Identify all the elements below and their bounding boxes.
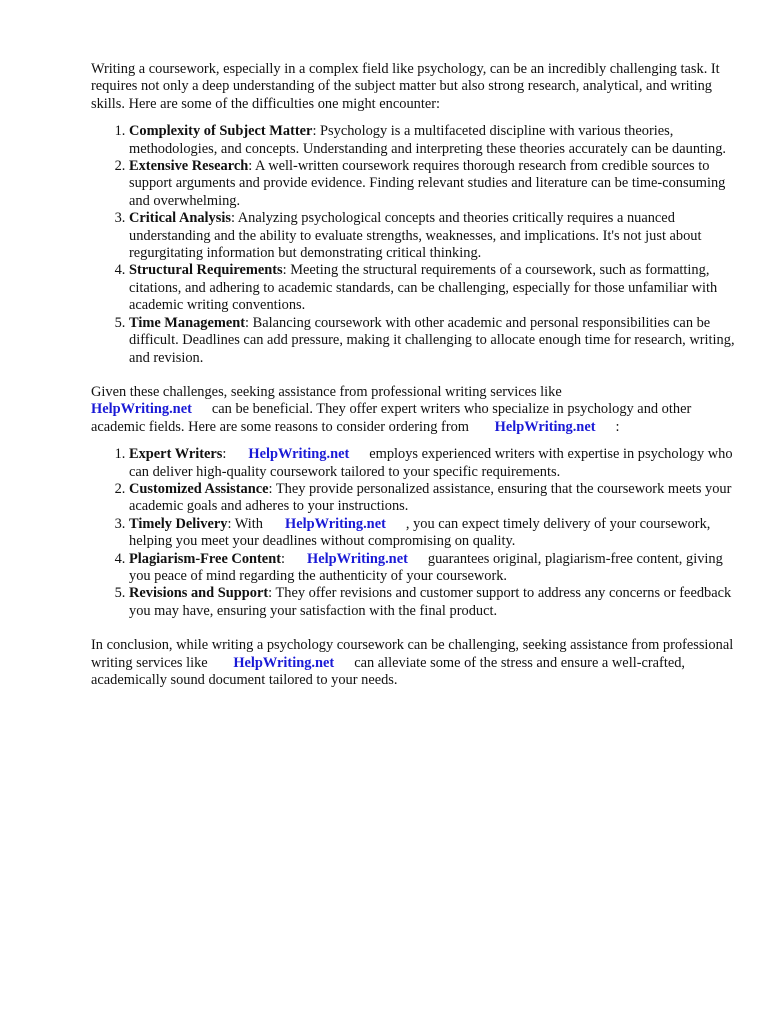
list-item	[129, 158, 736, 210]
paragraph-text: In conclusion, while writing a psychology coursework can be challenging, seeking assistance from professional writing services like	[91, 637, 734, 671]
item-title: Timely Delivery	[129, 515, 228, 532]
item-text: :	[222, 446, 227, 463]
list-item	[129, 262, 736, 314]
list-item	[129, 516, 736, 551]
reasons-list	[91, 446, 736, 620]
helpwriting-link[interactable]: HelpWriting.net	[233, 654, 335, 671]
paragraph-text: can be beneficial. They offer expert writers who specialize in psychology and other academic fields. Here are some reasons to consider ordering from	[91, 401, 692, 435]
helpwriting-link[interactable]: HelpWriting.net	[307, 550, 408, 567]
paragraph-text: Given these challenges, seeking assistance from professional writing services like	[91, 383, 562, 400]
helpwriting-link[interactable]: HelpWriting.net	[91, 401, 192, 418]
item-title: Time Management	[129, 314, 246, 331]
conclusion-paragraph	[91, 637, 736, 689]
item-title: Extensive Research	[129, 158, 249, 175]
paragraph-text: can alleviate some of the stress and ensure a well-crafted, academically sound document tailored to your needs.	[91, 654, 686, 688]
item-title: Customized Assistance	[129, 480, 269, 497]
item-text: : Psychology is a multifaceted discipline with various theories, methodologies, and concepts. Understanding and interpreting these theories accurately can be daunting.	[129, 123, 727, 157]
difficulties-list	[91, 123, 736, 367]
list-item	[129, 585, 736, 620]
list-item	[129, 446, 736, 481]
list-item	[129, 315, 736, 367]
item-title: Critical Analysis	[129, 210, 231, 227]
item-text: : Balancing coursework with other academic and personal responsibilities can be difficult. Deadlines can add pressure, making it challenging to allocate enough time for research, writing, and revision.	[129, 314, 735, 366]
item-text: : A well-written coursework requires thorough research from credible sources to support arguments and provide evidence. Finding relevant studies and literature can be time-consuming and overwhelming.	[129, 158, 726, 209]
item-text: :	[281, 550, 285, 567]
item-text: : They provide personalized assistance, ensuring that the coursework meets your academic goals and adheres to your instructions.	[129, 480, 732, 515]
list-item	[129, 481, 736, 516]
item-title: Revisions and Support	[129, 585, 269, 602]
item-title: Plagiarism-Free Content	[129, 550, 281, 567]
document-page	[91, 61, 736, 689]
item-text: : They offer revisions and customer support to address any concerns or feedback you may have, ensuring your satisfaction with the final product.	[129, 585, 732, 619]
item-text: : Analyzing psychological concepts and theories critically requires a nuanced understanding and the ability to evaluate strengths, weaknesses, and implications. It's not just about regurgitating information but demonstrating critical thinking.	[129, 210, 702, 262]
item-title: Complexity of Subject Matter	[129, 123, 313, 140]
item-text: : With	[227, 515, 263, 532]
item-title: Structural Requirements	[129, 262, 283, 279]
item-text: : Meeting the structural requirements of a coursework, such as formatting, citations, and adhering to academic standards, can be challenging, especially for those unfamiliar with academic writing conventions.	[129, 262, 718, 314]
list-item	[129, 123, 736, 158]
item-text: guarantees original, plagiarism-free content, giving you peace of mind regarding the authenticity of your coursework.	[129, 550, 723, 584]
list-item	[129, 210, 736, 262]
item-text: employs experienced writers with expertise in psychology who can deliver high-quality coursework tailored to your specific requirements.	[129, 446, 733, 480]
intro-paragraph: Writing a coursework, especially in a complex field like psychology, can be an incredibly challenging task. It requires not only a deep understanding of the subject matter but also strong research, analytical, and writing skills. Here are some of the difficulties one might encounter:	[91, 61, 720, 112]
services-paragraph	[91, 384, 736, 436]
helpwriting-link[interactable]: HelpWriting.net	[285, 515, 386, 532]
helpwriting-link[interactable]: HelpWriting.net	[494, 418, 596, 435]
item-title: Expert Writers	[129, 446, 223, 463]
item-text: , you can expect timely delivery of your coursework, helping you meet your deadlines without compromising on quality.	[129, 515, 711, 550]
helpwriting-link[interactable]: HelpWriting.net	[248, 446, 350, 463]
list-item	[129, 551, 736, 586]
paragraph-text: :	[615, 418, 620, 435]
